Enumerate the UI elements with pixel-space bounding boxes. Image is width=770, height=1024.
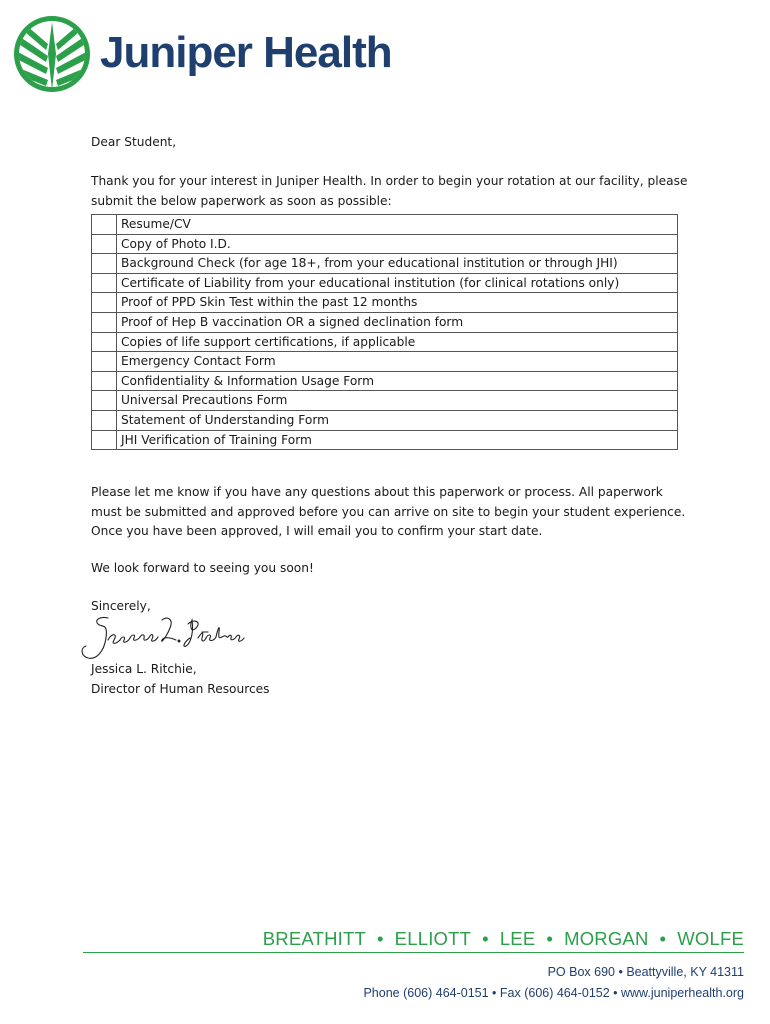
checkbox-cell bbox=[92, 410, 117, 430]
county-separator: • bbox=[546, 928, 554, 949]
signature-block bbox=[91, 660, 691, 699]
checkbox-cell bbox=[92, 371, 117, 391]
county-name: BREATHITT bbox=[262, 928, 366, 949]
valediction: Sincerely, bbox=[91, 599, 151, 614]
checklist-row bbox=[92, 293, 678, 313]
checkbox-cell bbox=[92, 254, 117, 274]
checkbox-cell bbox=[92, 391, 117, 411]
checklist-row bbox=[92, 391, 678, 411]
checklist-item-label: Confidentiality & Information Usage Form bbox=[117, 371, 678, 391]
checklist-item-label: Copies of life support certifications, if applicable bbox=[117, 332, 678, 352]
checklist-item-label: Universal Precautions Form bbox=[117, 391, 678, 411]
footer-counties bbox=[263, 928, 744, 950]
checkbox-cell bbox=[92, 430, 117, 450]
checklist-item-label: Copy of Photo I.D. bbox=[117, 234, 678, 254]
juniper-leaf-icon bbox=[12, 14, 92, 94]
followup-paragraph: Please let me know if you have any questions about this paperwork or process. All paperwork must be submitted and approved before you can arrive on site to begin your student experience. Once you have been approved, I will email you to confirm your start date. bbox=[91, 485, 686, 539]
checklist-item-label: Proof of PPD Skin Test within the past 12 months bbox=[117, 293, 678, 313]
county-separator: • bbox=[659, 928, 667, 949]
checklist-item-label: Certificate of Liability from your educational institution (for clinical rotations only) bbox=[117, 273, 678, 293]
checklist-item-label: Proof of Hep B vaccination OR a signed declination form bbox=[117, 312, 678, 332]
signer-title: Director of Human Resources bbox=[91, 681, 270, 696]
checkbox-cell bbox=[92, 352, 117, 372]
closing-line: We look forward to seeing you soon! bbox=[91, 561, 314, 576]
checkbox-cell bbox=[92, 273, 117, 293]
checklist-row bbox=[92, 371, 678, 391]
brand-name: Juniper Health bbox=[100, 28, 392, 77]
county-name: ELLIOTT bbox=[394, 928, 472, 949]
county-separator: • bbox=[376, 928, 384, 949]
footer-divider bbox=[83, 952, 744, 953]
county-name: MORGAN bbox=[564, 928, 649, 949]
checklist-item-label: Background Check (for age 18+, from your educational institution or through JHI) bbox=[117, 254, 678, 274]
checklist-row bbox=[92, 312, 678, 332]
checkbox-cell bbox=[92, 215, 117, 235]
checkbox-cell bbox=[92, 234, 117, 254]
paperwork-checklist bbox=[91, 214, 678, 450]
footer-contact: Phone (606) 464-0151 • Fax (606) 464-0152 • www.juniperhealth.org bbox=[363, 986, 744, 1000]
checkbox-cell bbox=[92, 312, 117, 332]
signer-name: Jessica L. Ritchie, bbox=[91, 662, 197, 676]
checklist-item-label: Statement of Understanding Form bbox=[117, 410, 678, 430]
greeting: Dear Student, bbox=[91, 135, 177, 150]
intro-paragraph: Thank you for your interest in Juniper Health. In order to begin your rotation at our facility, please submit the below paperwork as soon as possible: bbox=[91, 174, 688, 208]
checklist-row bbox=[92, 215, 678, 235]
county-name: LEE bbox=[499, 928, 536, 949]
checklist-item-label: Resume/CV bbox=[117, 215, 678, 235]
county-separator: • bbox=[482, 928, 489, 949]
checklist-row bbox=[92, 430, 678, 450]
county-name: WOLFE bbox=[677, 928, 744, 949]
checklist-item-label: JHI Verification of Training Form bbox=[117, 430, 678, 450]
juniper-health-logo bbox=[12, 14, 412, 94]
checklist-row bbox=[92, 352, 678, 372]
checkbox-cell bbox=[92, 332, 117, 352]
checklist-row bbox=[92, 234, 678, 254]
checklist-item-label: Emergency Contact Form bbox=[117, 352, 678, 372]
footer-address: PO Box 690 • Beattyville, KY 41311 bbox=[547, 965, 744, 979]
checklist-row bbox=[92, 254, 678, 274]
checklist-row bbox=[92, 273, 678, 293]
checklist-row bbox=[92, 332, 678, 352]
checklist-row bbox=[92, 410, 678, 430]
checkbox-cell bbox=[92, 293, 117, 313]
